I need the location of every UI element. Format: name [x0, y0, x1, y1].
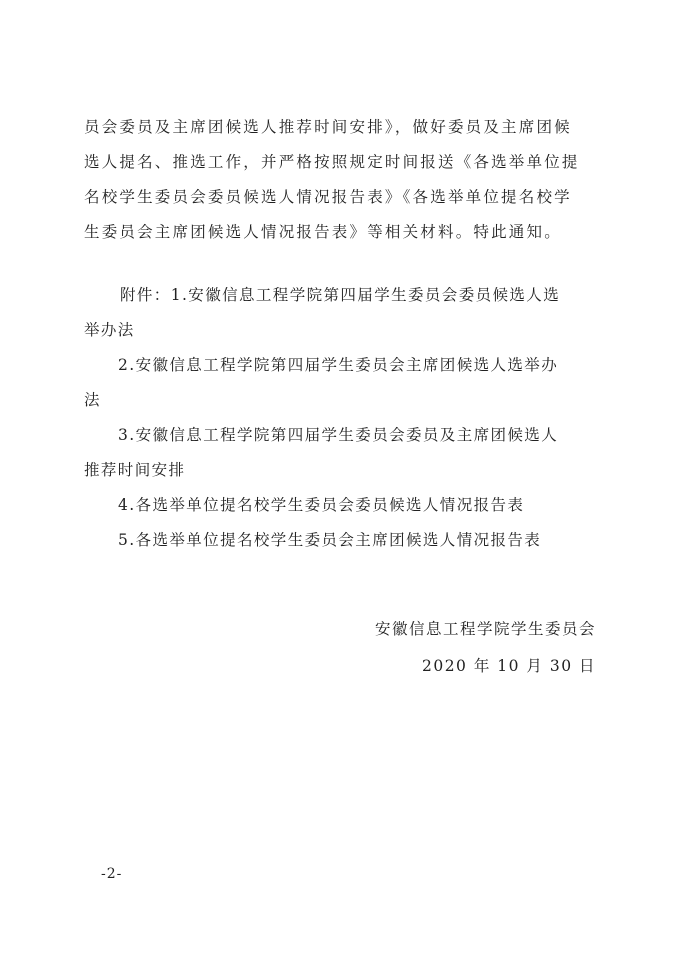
attachment-item-3-cont: 推荐时间安排: [84, 461, 186, 479]
paragraph-line: 选人提名、推选工作，并严格按照规定时间报送《各选举单位提: [84, 153, 580, 171]
paragraph-line: 生委员会主席团候选人情况报告表》等相关材料。特此通知。: [84, 223, 562, 241]
page-number: -2-: [101, 866, 123, 882]
attachment-list: [84, 278, 596, 558]
attachment-item-5: 5.各选举单位提名校学生委员会主席团候选人情况报告表: [118, 531, 542, 549]
attachment-item-4: 4.各选举单位提名校学生委员会委员候选人情况报告表: [118, 496, 525, 514]
attachment-item-1-cont: 举办法: [84, 321, 135, 339]
attachment-item-3: 3.安徽信息工程学院第四届学生委员会委员及主席团候选人: [118, 426, 559, 444]
signature-organization: 安徽信息工程学院学生委员会: [374, 620, 596, 638]
attachment-item-2: 2.安徽信息工程学院第四届学生委员会主席团候选人选举办: [118, 356, 559, 374]
notice-paragraph: [84, 110, 596, 250]
attachment-item-1: 附件：1.安徽信息工程学院第四届学生委员会委员候选人选: [120, 286, 561, 304]
attachment-item-2-cont: 法: [84, 391, 101, 409]
signature-date: 2020 年 10 月 30 日: [421, 657, 596, 675]
paragraph-line: 员会委员及主席团候选人推荐时间安排》，做好委员及主席团候: [84, 118, 572, 136]
paragraph-line: 名校学生委员会委员候选人情况报告表》《各选举单位提名校学: [84, 188, 572, 206]
